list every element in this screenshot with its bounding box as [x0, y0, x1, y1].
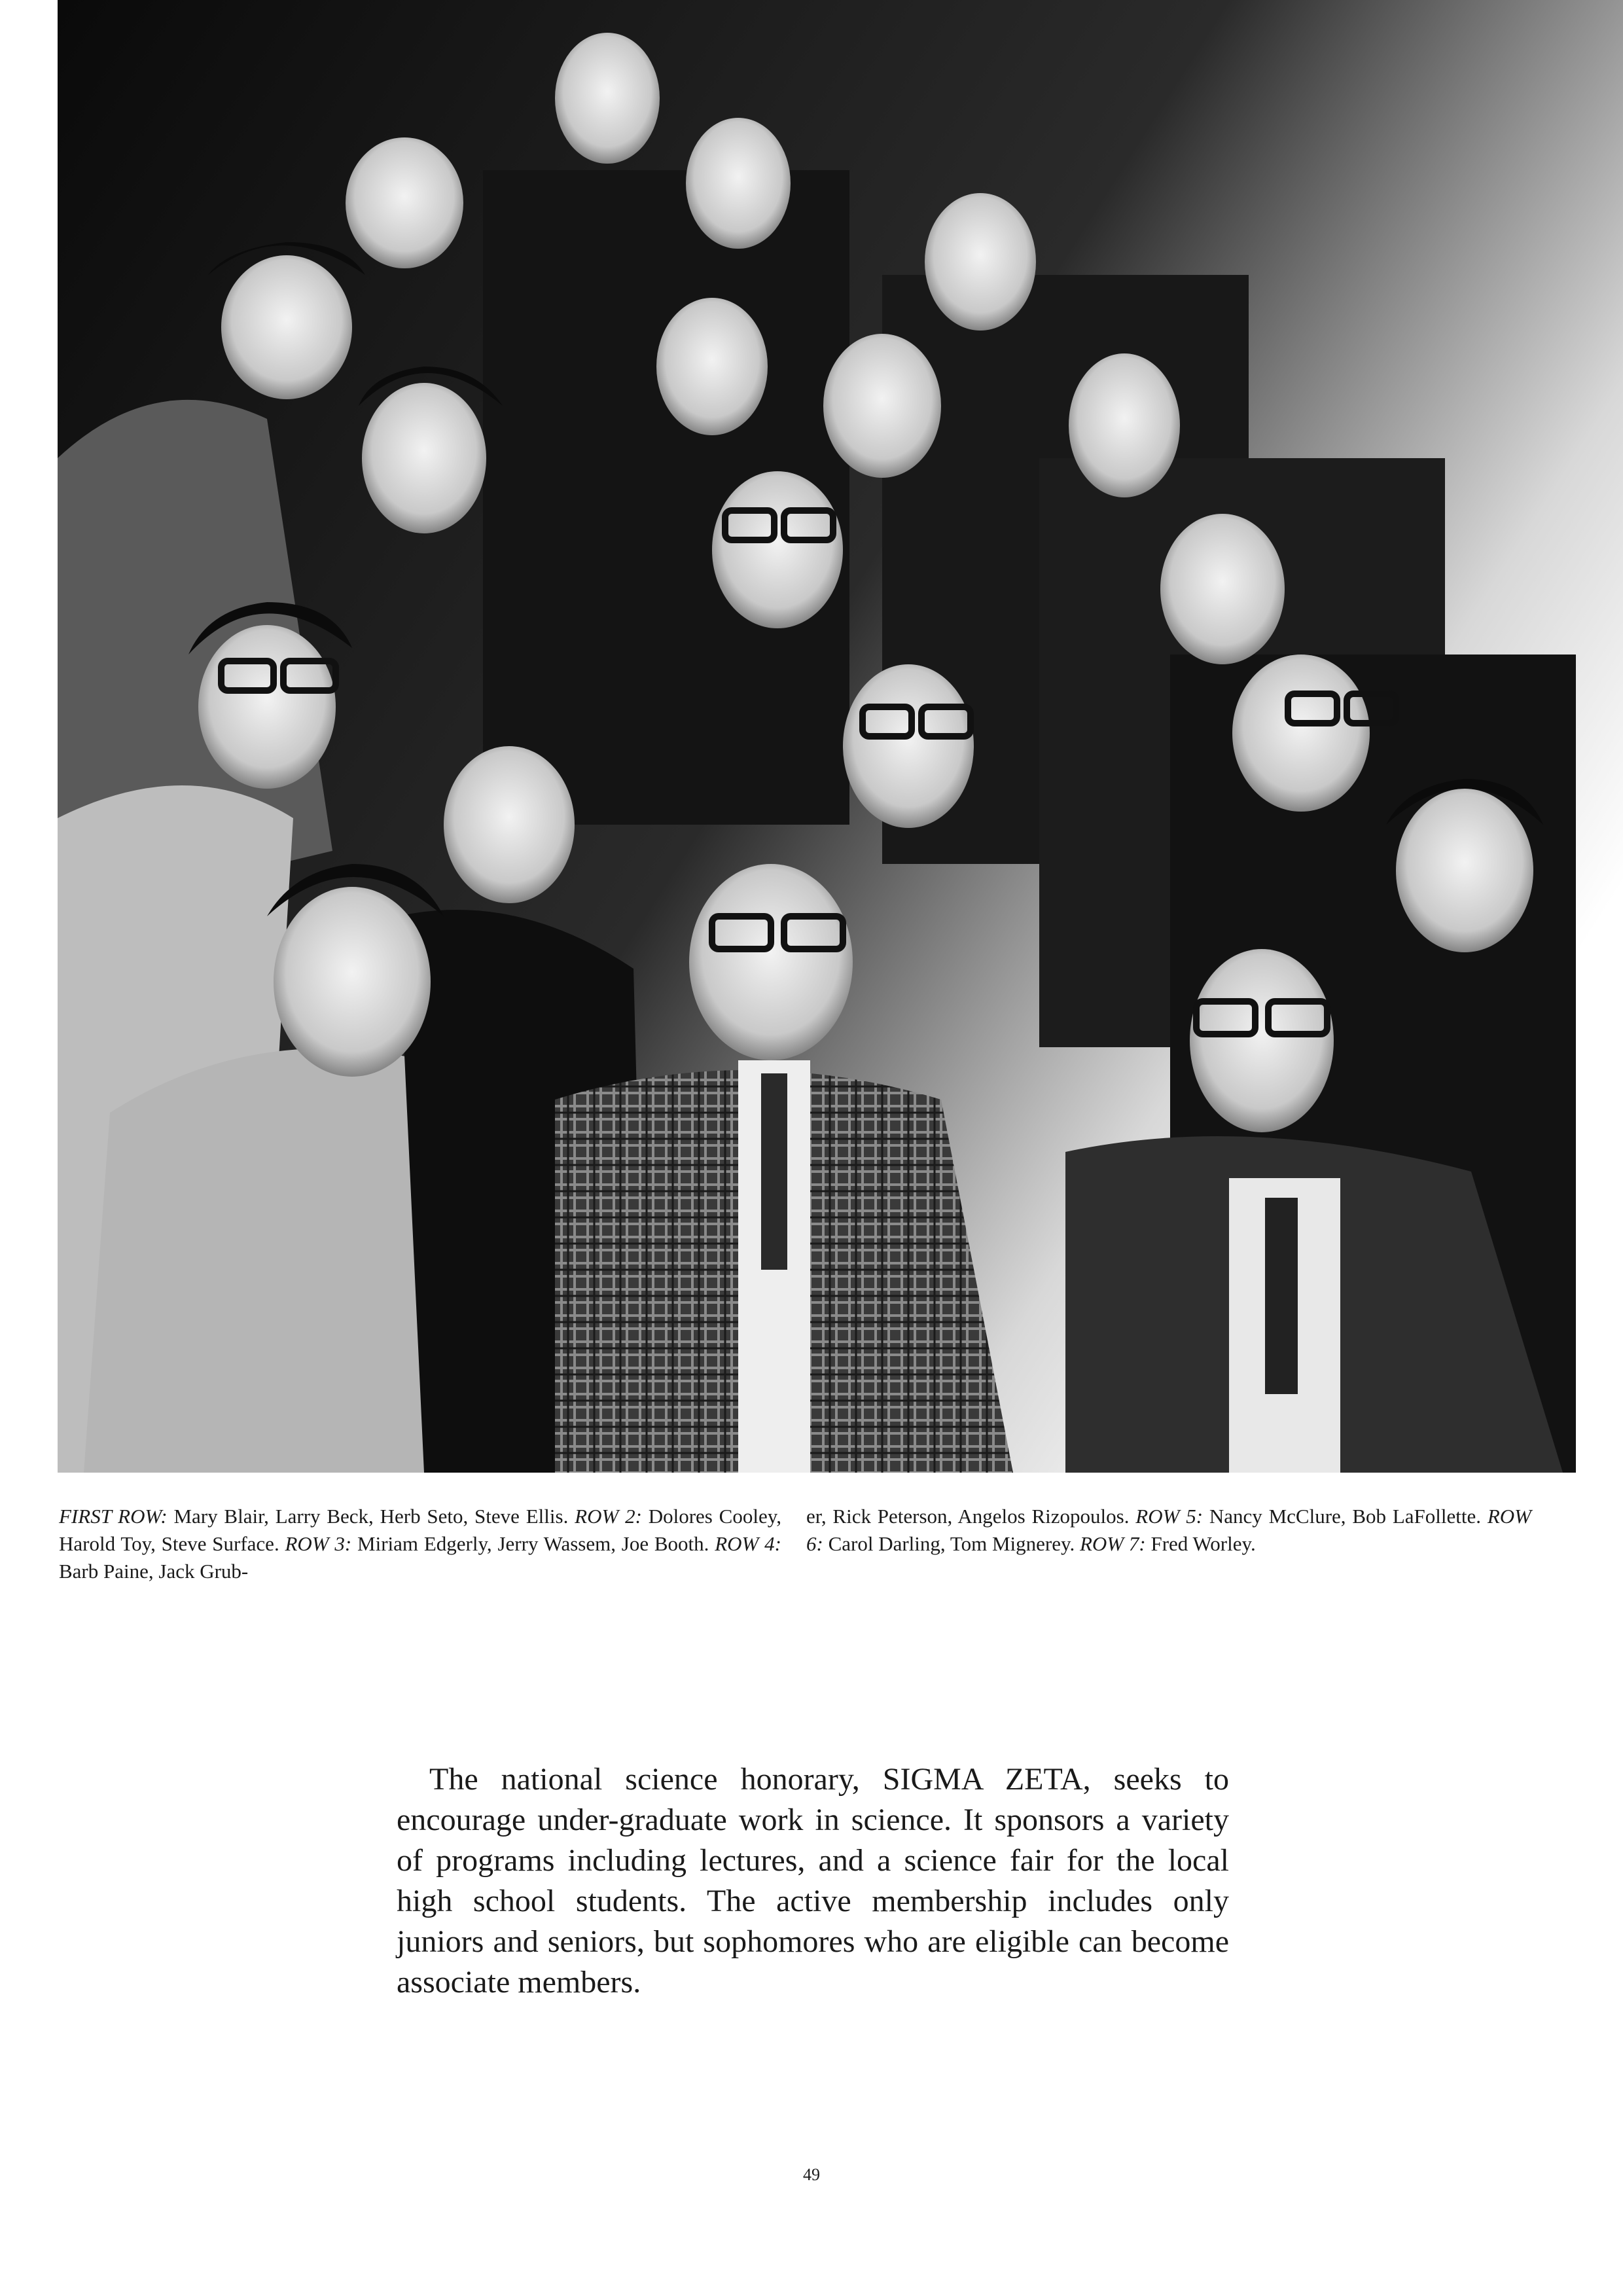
row-label-first: FIRST ROW:: [59, 1505, 168, 1528]
row-names-first: Mary Blair, Larry Beck, Herb Seto, Steve Ellis.: [167, 1505, 575, 1528]
row-names-4-start: Barb Paine, Jack Grub-: [59, 1560, 249, 1583]
photo-caption-left: [59, 1503, 781, 1585]
row-names-7: Fred Worley.: [1145, 1532, 1256, 1555]
row-label-5: ROW 5:: [1135, 1505, 1204, 1528]
group-photo: [58, 0, 1623, 1473]
row-names-3: Miriam Edgerly, Jerry Wassem, Joe Booth.: [351, 1532, 715, 1555]
row-label-4: ROW 4:: [715, 1532, 781, 1555]
organization-description: The national science honorary, SIGMA ZETA, seeks to encourage under-graduate work in science. It sponsors a variety of programs including lectures, and a science fair for the local high school students. The active membership includes only juniors and seniors, but sophomores who are eligible can become associate members.: [397, 1762, 1229, 2000]
caption-paragraph: [59, 1503, 781, 1585]
row-label-3: ROW 3:: [285, 1532, 352, 1555]
row-names-4-end: er, Rick Peterson, Angelos Rizopoulos.: [806, 1505, 1136, 1528]
row-label-6: ROW 6:: [806, 1505, 1531, 1555]
row-names-2: Dolores Cooley, Harold Toy, Steve Surface.: [59, 1505, 781, 1555]
caption-paragraph: [806, 1503, 1531, 1558]
group-photo-image: [58, 0, 1623, 1473]
row-label-2: ROW 2:: [575, 1505, 642, 1528]
photo-caption-right: [806, 1503, 1531, 1558]
row-names-6: Carol Darling, Tom Mignerey.: [823, 1532, 1080, 1555]
row-names-5: Nancy McClure, Bob LaFollette.: [1203, 1505, 1488, 1528]
page-number: 49: [803, 2165, 820, 2184]
row-label-7: ROW 7:: [1079, 1532, 1146, 1555]
